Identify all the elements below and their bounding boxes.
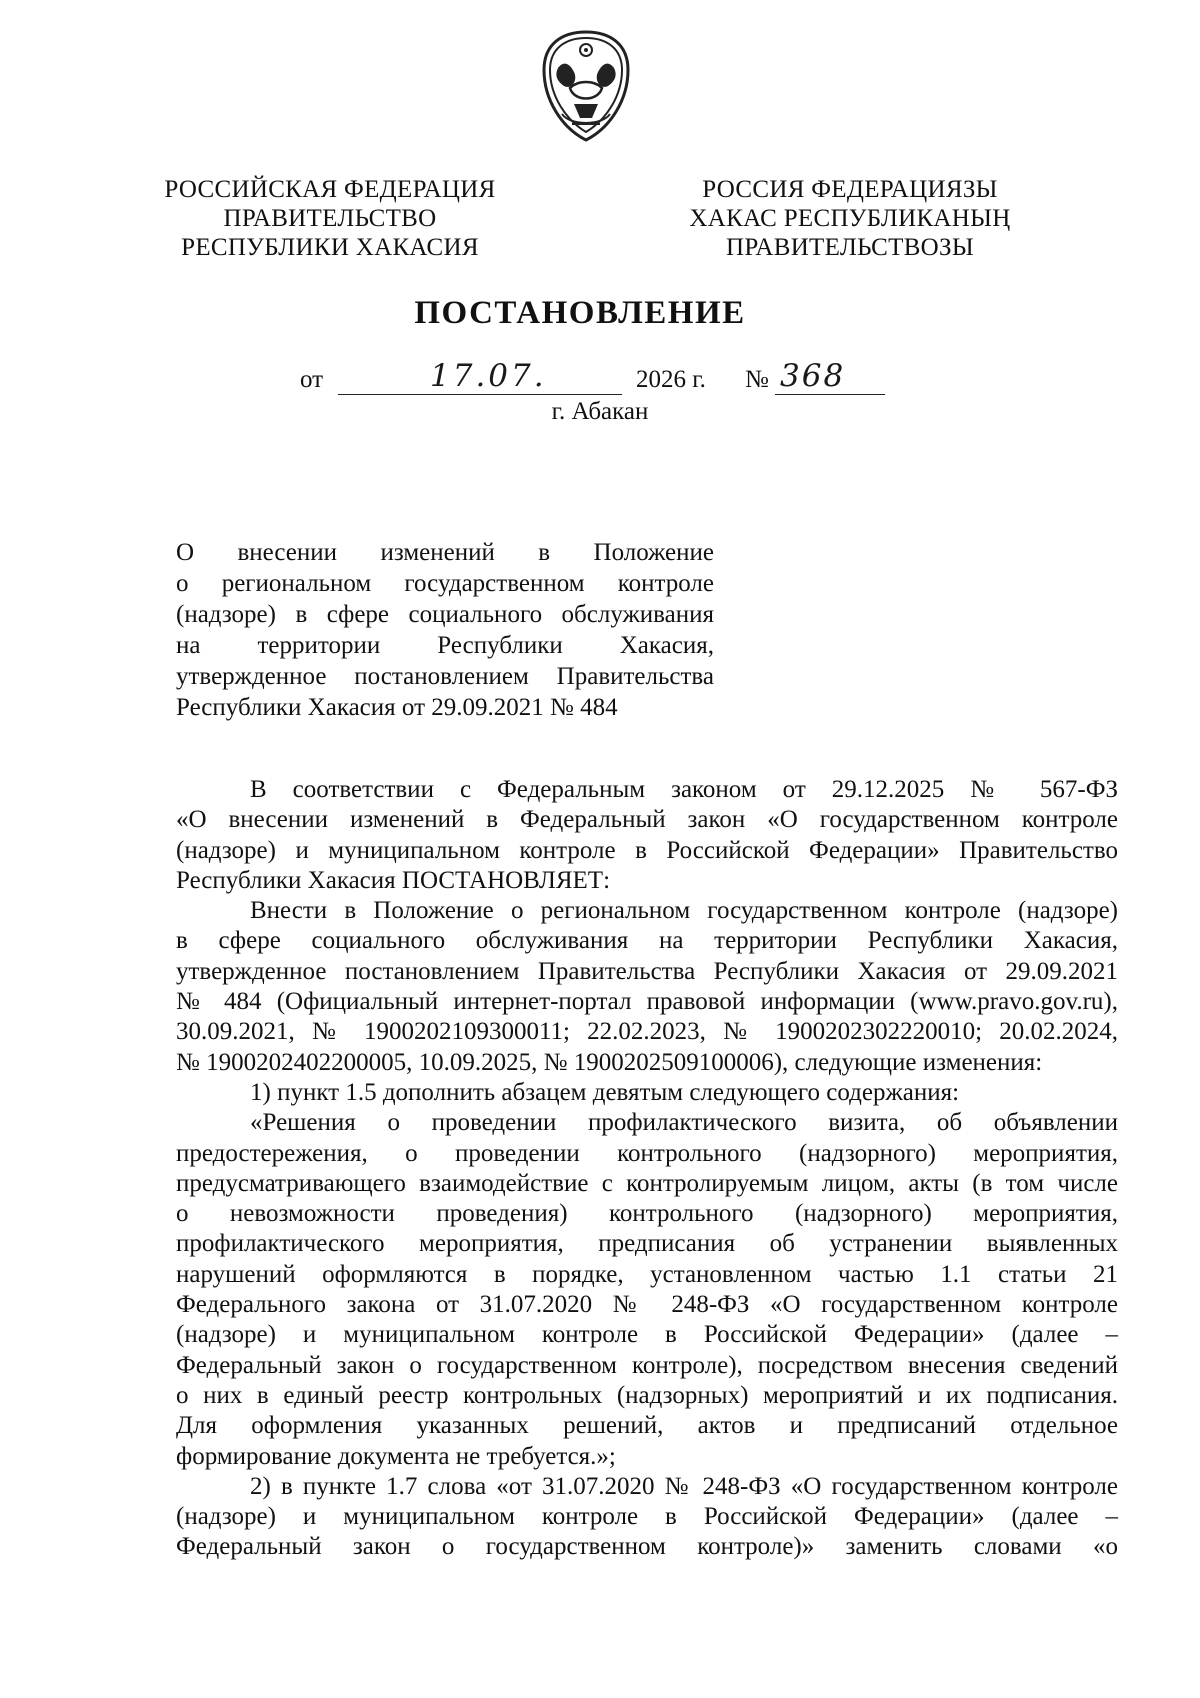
body-text [176, 775, 1118, 1563]
header-right-line: РОССИЯ ФЕДЕРАЦИЯЗЫ [702, 176, 998, 203]
header-right-block [680, 175, 1020, 262]
subject-line: утвержденное постановлением Правительства [176, 663, 714, 690]
body-line: «Решения о проведении профилактического визита, об объявлении [250, 1109, 1118, 1137]
body-line: (надзоре) и муниципальном контроле в Российской Федерации» Правительство [176, 836, 1118, 864]
body-line: утвержденное постановлением Правительства Республики Хакасия от 29.09.2021 [176, 957, 1118, 985]
body-line: «О внесении изменений в Федеральный закон «О государственном контроле [176, 806, 1118, 834]
body-line: Федеральный закон о государственном контроле), посредством внесения сведений [176, 1351, 1118, 1379]
body-line: 1) пункт 1.5 дополнить абзацем девятым следующего содержания: [250, 1078, 960, 1106]
body-line: (надзоре) и муниципальном контроле в Российской Федерации» (далее – [176, 1321, 1118, 1349]
body-line: в сфере социального обслуживания на территории Республики Хакасия, [176, 927, 1118, 955]
body-line: предусматривающего взаимодействие с контролируемым лицом, акты (в том числе [176, 1169, 1118, 1197]
number-underline [775, 394, 885, 395]
header-left-line: РЕСПУБЛИКИ ХАКАСИЯ [181, 234, 479, 261]
from-label: от [300, 366, 324, 393]
body-line: Федеральный закон о государственном контроле)» заменить словами «о [176, 1533, 1118, 1561]
body-line: нарушений оформляются в порядке, установленном частью 1.1 статьи 21 [176, 1260, 1118, 1288]
body-line: о невозможности проведения) контрольного (надзорного) мероприятия, [176, 1200, 1118, 1228]
city-label: г. Абакан [551, 398, 649, 425]
header-right-line: ПРАВИТЕЛЬСТВОЗЫ [726, 234, 974, 261]
date-number-line [300, 360, 900, 400]
body-line: 2) в пункте 1.7 слова «от 31.07.2020 № 248-ФЗ «О государственном контроле [250, 1472, 1118, 1500]
body-line: № 484 (Официальный интернет-портал правовой информации (www.pravo.gov.ru), [176, 988, 1118, 1016]
body-line: о них в единый реестр контрольных (надзорных) мероприятий и их подписания. [176, 1381, 1118, 1409]
document-type-title: ПОСТАНОВЛЕНИЕ [414, 295, 746, 331]
number-label: № [745, 366, 769, 393]
year-label: 2026 г. [636, 366, 706, 393]
subject-line: О внесении изменений в Положение [176, 539, 714, 566]
handwritten-date: 17.07. [430, 358, 547, 394]
subject-line: (надзоре) в сфере социального обслуживания [176, 601, 714, 628]
handwritten-number: 368 [780, 358, 846, 394]
body-line: Внести в Положение о региональном государственном контроле (надзоре) [250, 897, 1118, 925]
coat-of-arms-icon [540, 30, 632, 142]
subject-block [176, 537, 714, 723]
subject-line: на территории Республики Хакасия, [176, 632, 714, 659]
header-left-line: РОССИЙСКАЯ ФЕДЕРАЦИЯ [164, 176, 496, 203]
body-line: Для оформления указанных решений, актов и предписаний отдельное [176, 1412, 1118, 1440]
header-left-line: ПРАВИТЕЛЬСТВО [223, 205, 437, 232]
header-right-line: ХАКАС РЕСПУБЛИКАНЫҢ [689, 205, 1011, 232]
body-line: формирование документа не требуется.»; [176, 1442, 616, 1470]
body-line: профилактического мероприятия, предписания об устранении выявленных [176, 1230, 1118, 1258]
subject-line: о региональном государственном контроле [176, 570, 714, 597]
body-line: Федерального закона от 31.07.2020 № 248-ФЗ «О государственном контроле [176, 1291, 1118, 1319]
subject-line: Республики Хакасия от 29.09.2021 № 484 [176, 694, 618, 721]
header-left-block [150, 175, 510, 262]
body-line: Республики Хакасия ПОСТАНОВЛЯЕТ: [176, 866, 611, 894]
date-underline [338, 394, 622, 395]
body-line: № 1900202402200005, 10.09.2025, № 1900202509100006), следующие изменения: [176, 1048, 1043, 1076]
body-line: В соответствии с Федеральным законом от 29.12.2025 № 567-ФЗ [250, 776, 1118, 803]
body-line: предостережения, о проведении контрольного (надзорного) мероприятия, [176, 1139, 1118, 1167]
body-line: 30.09.2021, № 1900202109300011; 22.02.2023, № 1900202302220010; 20.02.2024, [176, 1018, 1118, 1046]
body-line: (надзоре) и муниципальном контроле в Российской Федерации» (далее – [176, 1503, 1118, 1531]
